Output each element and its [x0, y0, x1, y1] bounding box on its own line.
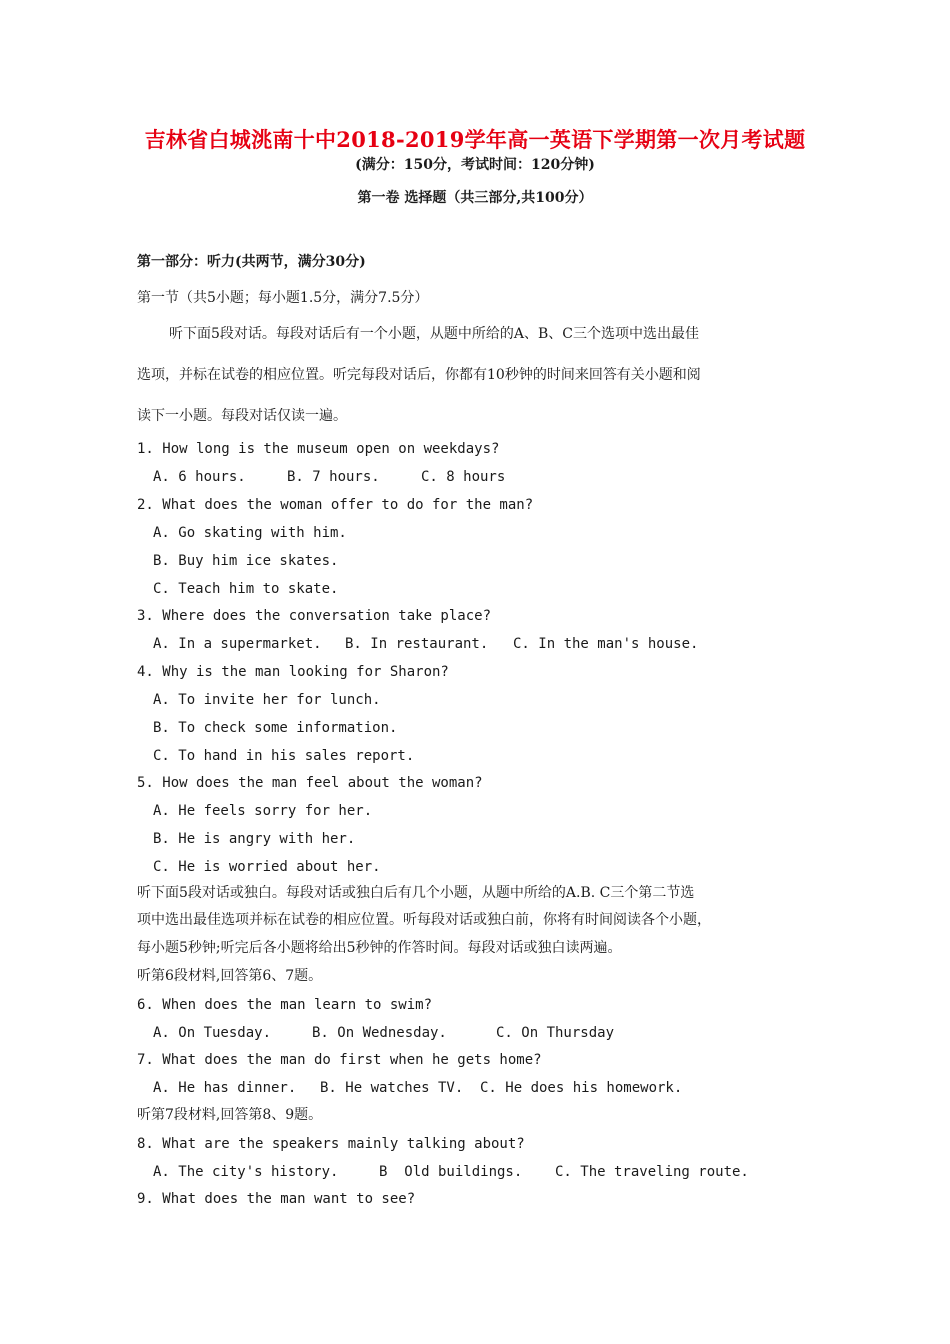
- option: A. He has dinner.: [153, 1080, 297, 1096]
- section2-instruction: 项中选出最佳选项并标在试卷的相应位置。听每段对话或独白前，你将有时间阅读各个小题，: [137, 912, 711, 928]
- question-4: 4. Why is the man looking for Sharon?: [137, 664, 449, 680]
- option: C. 8 hours: [421, 469, 506, 485]
- option: C. He is worried about her.: [153, 859, 381, 875]
- question-7: 7. What does the man do first when he gets home?: [137, 1052, 542, 1068]
- option: B. To check some information.: [153, 720, 398, 736]
- option: B. Buy him ice skates.: [153, 553, 339, 569]
- exam-info: (满分：150分，考试时间：120分钟): [355, 157, 595, 173]
- option: A. The city's history.: [153, 1164, 339, 1180]
- option: C. The traveling route.: [555, 1164, 749, 1180]
- question-3: 3. Where does the conversation take place?: [137, 608, 492, 624]
- question-1: 1. How long is the museum open on weekdays?: [137, 441, 500, 457]
- question-5: 5. How does the man feel about the woman?: [137, 775, 483, 791]
- question-8: 8. What are the speakers mainly talking about?: [137, 1136, 525, 1152]
- option: B Old buildings.: [379, 1164, 523, 1180]
- instruction-line: 选项，并标在试卷的相应位置。听完每段对话后，你都有10秒钟的时间来回答有关小题和阅: [137, 367, 701, 383]
- option: C. Teach him to skate.: [153, 581, 339, 597]
- option: A. In a supermarket.: [153, 636, 322, 652]
- option: C. To hand in his sales report.: [153, 748, 415, 764]
- option: B. In restaurant.: [345, 636, 489, 652]
- volume-title: 第一卷 选择题（共三部分,共100分）: [357, 190, 593, 206]
- question-9: 9. What does the man want to see?: [137, 1191, 416, 1207]
- section2-instruction: 听下面5段对话或独白。每段对话或独白后有几个小题，从题中所给的A.B. C三个第二节选: [137, 885, 695, 901]
- option: A. On Tuesday.: [153, 1025, 272, 1041]
- option: A. To invite her for lunch.: [153, 692, 381, 708]
- instruction-line: 读下一小题。每段对话仅读一遍。: [137, 408, 347, 424]
- question-6: 6. When does the man learn to swim?: [137, 997, 433, 1013]
- question-2: 2. What does the woman offer to do for the man?: [137, 497, 534, 513]
- section1-heading: 第一节（共5小题；每小题1.5分，满分7.5分）: [137, 290, 429, 306]
- instruction-line: 听下面5段对话。每段对话后有一个小题，从题中所给的A、B、C三个选项中选出最佳: [169, 326, 700, 342]
- option: C. In the man's house.: [513, 636, 699, 652]
- option: A. 6 hours.: [153, 469, 246, 485]
- option: C. On Thursday: [496, 1025, 615, 1041]
- option: B. He watches TV.: [320, 1080, 464, 1096]
- option: C. He does his homework.: [480, 1080, 683, 1096]
- page-title: 吉林省白城洮南十中2018-2019学年高一英语下学期第一次月考试题: [144, 127, 806, 152]
- option: A. Go skating with him.: [153, 525, 347, 541]
- section2-instruction: 每小题5秒钟;听完后各小题将给出5秒钟的作答时间。每段对话或独白读两遍。: [137, 940, 622, 956]
- material-label: 听第7段材料,回答第8、9题。: [137, 1107, 323, 1123]
- material-label: 听第6段材料,回答第6、7题。: [137, 968, 323, 984]
- option: B. 7 hours.: [287, 469, 380, 485]
- option: B. He is angry with her.: [153, 831, 356, 847]
- option: A. He feels sorry for her.: [153, 803, 373, 819]
- option: B. On Wednesday.: [312, 1025, 447, 1041]
- part1-heading: 第一部分：听力(共两节，满分30分): [137, 254, 366, 270]
